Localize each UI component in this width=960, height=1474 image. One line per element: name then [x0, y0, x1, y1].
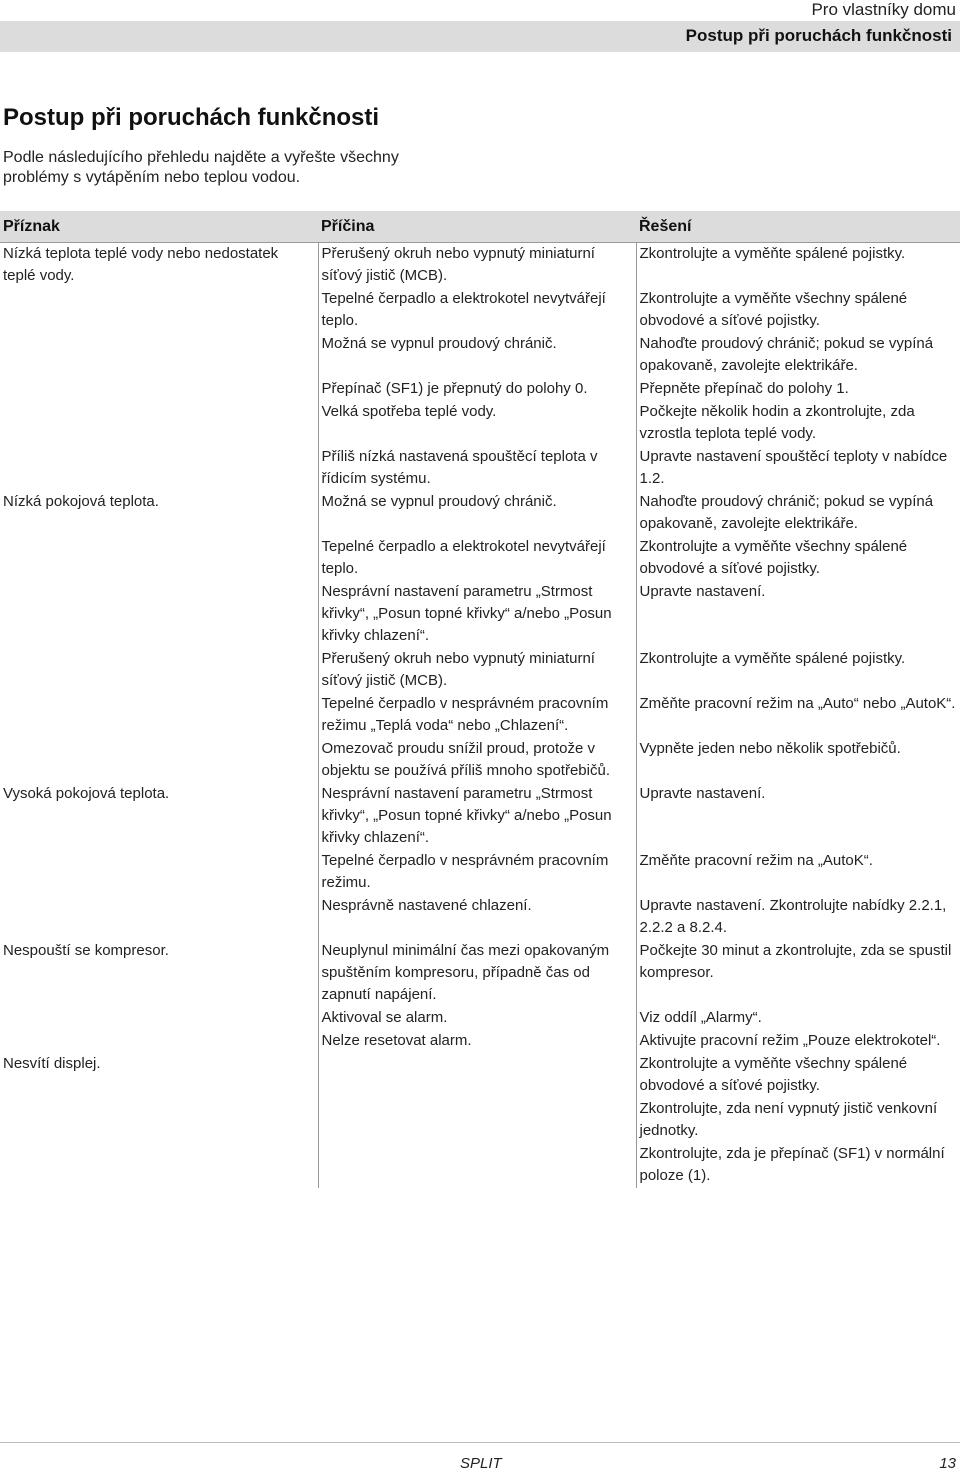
symptom-cell	[0, 378, 318, 401]
cause-cell: Možná se vypnul proudový chránič.	[318, 333, 636, 378]
solution-cell: Počkejte 30 minut a zkontrolujte, zda se spustil kompresor.	[639, 942, 952, 981]
symptom-cell: Vysoká pokojová teplota.	[0, 783, 318, 850]
table-row	[0, 940, 960, 1007]
table-row	[0, 378, 960, 401]
cause-cell: Tepelné čerpadlo a elektrokotel nevytvářejí teplo.	[318, 288, 636, 333]
table-row	[0, 693, 960, 738]
solution-cell: Aktivujte pracovní režim „Pouze elektrokotel“.	[639, 1032, 941, 1049]
table-row	[0, 648, 960, 693]
intro-paragraph: Podle následujícího přehledu najděte a vyřešte všechny problémy s vytápěním nebo teplou vodou.	[3, 149, 399, 186]
table-row	[0, 1098, 960, 1143]
symptom-cell	[0, 1098, 318, 1143]
header-solution: Řešení	[636, 211, 960, 243]
cause-cell: Velká spotřeba teplé vody.	[318, 401, 636, 446]
cause-cell	[318, 1143, 636, 1188]
cause-cell	[318, 1098, 636, 1143]
cause-cell: Nesprávní nastavení parametru „Strmost křivky“, „Posun topné křivky“ a/nebo „Posun křivky chlazení“.	[318, 581, 636, 648]
solution-cell: Vypněte jeden nebo několik spotřebičů.	[639, 740, 901, 757]
cause-cell: Přerušený okruh nebo vypnutý miniaturní síťový jistič (MCB).	[318, 243, 636, 289]
solution-cell: Zkontrolujte a vyměňte všechny spálené obvodové a síťové pojistky.	[639, 538, 908, 577]
table-row	[0, 783, 960, 850]
symptom-cell	[0, 648, 318, 693]
symptom-cell	[0, 1030, 318, 1053]
solution-cell: Přepněte přepínač do polohy 1.	[639, 380, 849, 397]
table-row	[0, 738, 960, 783]
table-row	[0, 536, 960, 581]
table-row	[0, 1053, 960, 1098]
symptom-cell	[0, 401, 318, 446]
header-cause: Příčina	[318, 211, 636, 243]
symptom-cell	[0, 738, 318, 783]
symptom-cell	[0, 333, 318, 378]
table-row	[0, 1143, 960, 1188]
cause-cell: Přepínač (SF1) je přepnutý do polohy 0.	[318, 378, 636, 401]
header-band	[0, 21, 960, 52]
table-header-row	[0, 211, 960, 243]
cause-cell: Nelze resetovat alarm.	[318, 1030, 636, 1053]
cause-cell	[318, 1053, 636, 1098]
solution-cell: Změňte pracovní režim na „AutoK“.	[639, 852, 873, 869]
table-row	[0, 581, 960, 648]
symptom-cell: Nespouští se kompresor.	[0, 940, 318, 1007]
solution-cell: Změňte pracovní režim na „Auto“ nebo „AutoK“.	[639, 695, 956, 712]
symptom-cell	[0, 693, 318, 738]
solution-cell: Zkontrolujte a vyměňte všechny spálené obvodové a síťové pojistky.	[639, 290, 908, 329]
solution-cell: Zkontrolujte a vyměňte spálené pojistky.	[639, 245, 906, 262]
solution-cell: Počkejte několik hodin a zkontrolujte, zda vzrostla teplota teplé vody.	[639, 403, 915, 442]
symptom-cell: Nízká teplota teplé vody nebo nedostatek teplé vody.	[0, 243, 318, 289]
solution-cell: Upravte nastavení.	[639, 785, 766, 802]
footer-divider	[0, 1442, 960, 1443]
solution-cell: Viz oddíl „Alarmy“.	[639, 1009, 762, 1026]
cause-cell: Tepelné čerpadlo v nesprávném pracovním režimu.	[318, 850, 636, 895]
header-title: Postup při poruchách funkčnosti	[685, 26, 952, 45]
cause-cell: Aktivoval se alarm.	[318, 1007, 636, 1030]
symptom-cell	[0, 1143, 318, 1188]
cause-cell: Přerušený okruh nebo vypnutý miniaturní síťový jistič (MCB).	[318, 648, 636, 693]
cause-cell: Neuplynul minimální čas mezi opakovaným spuštěním kompresoru, případně čas od zapnutí napájení.	[318, 940, 636, 1007]
table-row	[0, 288, 960, 333]
solution-cell: Zkontrolujte, zda je přepínač (SF1) v normální poloze (1).	[639, 1145, 945, 1184]
table-row	[0, 446, 960, 491]
solution-cell: Zkontrolujte a vyměňte všechny spálené obvodové a síťové pojistky.	[639, 1055, 908, 1094]
solution-cell: Zkontrolujte a vyměňte spálené pojistky.	[639, 650, 906, 667]
solution-cell: Upravte nastavení.	[639, 583, 766, 600]
symptom-cell	[0, 850, 318, 895]
symptom-cell	[0, 581, 318, 648]
solution-cell: Nahoďte proudový chránič; pokud se vypíná opakovaně, zavolejte elektrikáře.	[639, 335, 934, 374]
cause-cell: Tepelné čerpadlo a elektrokotel nevytvářejí teplo.	[318, 536, 636, 581]
table-row	[0, 1007, 960, 1030]
symptom-cell	[0, 536, 318, 581]
cause-cell: Nesprávní nastavení parametru „Strmost křivky“, „Posun topné křivky“ a/nebo „Posun křivky chlazení“.	[318, 783, 636, 850]
symptom-cell: Nízká pokojová teplota.	[0, 491, 318, 536]
symptom-cell	[0, 288, 318, 333]
cause-cell: Příliš nízká nastavená spouštěcí teplota v řídicím systému.	[318, 446, 636, 491]
table-row	[0, 333, 960, 378]
table-row	[0, 243, 960, 289]
symptom-cell	[0, 446, 318, 491]
header-symptom: Příznak	[0, 211, 318, 243]
symptom-cell	[0, 1007, 318, 1030]
solution-cell: Nahoďte proudový chránič; pokud se vypíná opakovaně, zavolejte elektrikáře.	[639, 493, 934, 532]
solution-cell: Zkontrolujte, zda není vypnutý jistič venkovní jednotky.	[639, 1100, 938, 1139]
solution-cell: Upravte nastavení spouštěcí teploty v nabídce 1.2.	[639, 448, 948, 487]
footer-brand: SPLIT	[460, 1455, 502, 1472]
cause-cell: Nesprávně nastavené chlazení.	[318, 895, 636, 940]
header-section-label: Pro vlastníky domu	[811, 0, 956, 19]
cause-cell: Možná se vypnul proudový chránič.	[318, 491, 636, 536]
table-row	[0, 895, 960, 940]
troubleshooting-table	[0, 211, 960, 1188]
solution-cell: Upravte nastavení. Zkontrolujte nabídky 2.2.1, 2.2.2 a 8.2.4.	[639, 897, 947, 936]
table-row	[0, 850, 960, 895]
symptom-cell: Nesvítí displej.	[0, 1053, 318, 1098]
page-title: Postup při poruchách funkčnosti	[3, 104, 380, 131]
cause-cell: Omezovač proudu snížil proud, protože v objektu se používá příliš mnoho spotřebičů.	[318, 738, 636, 783]
page-number: 13	[939, 1455, 956, 1472]
table-row	[0, 401, 960, 446]
cause-cell: Tepelné čerpadlo v nesprávném pracovním režimu „Teplá voda“ nebo „Chlazení“.	[318, 693, 636, 738]
symptom-cell	[0, 895, 318, 940]
table-row	[0, 491, 960, 536]
table-row	[0, 1030, 960, 1053]
